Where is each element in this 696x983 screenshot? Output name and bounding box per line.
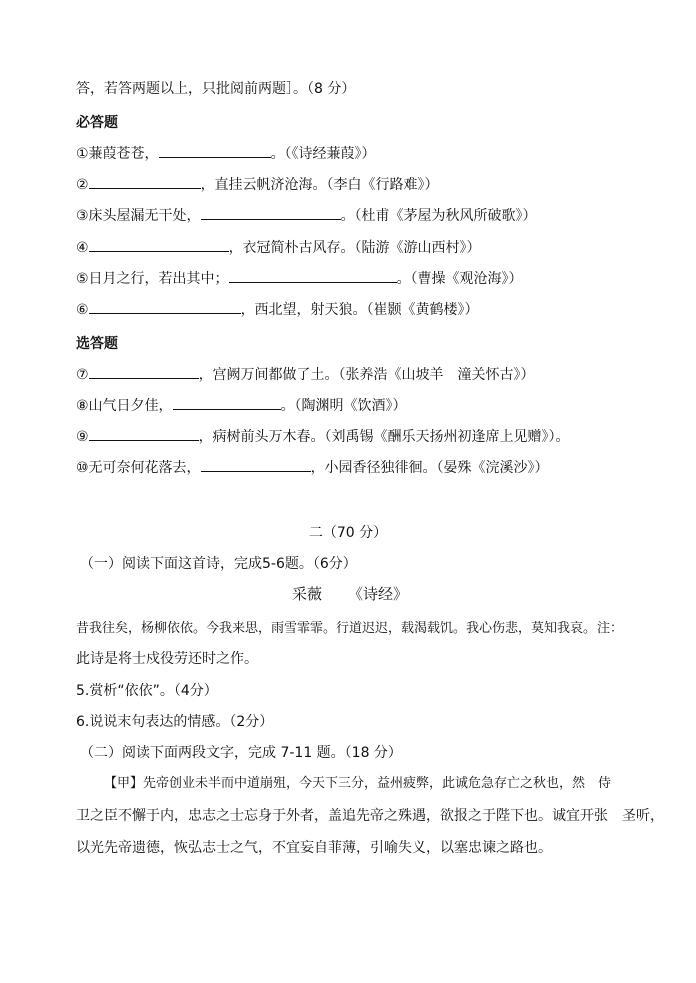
item-text-post: ，西北望，射天狼。（崔颢《黄鹤楼》） [240,302,479,318]
answer-blank[interactable] [159,145,271,158]
item-text-pre: ⑦ [76,367,89,383]
item-text-post: ，直挂云帆济沧海。（李白《行路难》） [200,177,439,193]
item-text-pre: ①蒹葭苍苍， [76,146,159,162]
part-1-instruction: （一）阅读下面这首诗，完成5-6题。（6分） [80,556,357,572]
question-5: 5.赏析“依依”。（4分） [76,683,218,699]
required-item-4 [76,239,481,257]
answer-blank[interactable] [89,239,229,252]
answer-blank[interactable] [173,397,281,410]
note-label: 注： [597,621,624,636]
item-text-pre: ⑩无可奈何花落去， [76,460,201,476]
item-text-pre: ⑨ [76,429,89,445]
item-text-pre: ⑤日月之行，若出其中； [76,271,229,287]
part-2-instruction: （二）阅读下面两段文字，完成 7-11 题。（18 分） [80,745,402,761]
optional-item-7 [76,366,535,384]
item-text-post: ，病树前头万木春。（刘禹锡《酬乐天扬州初逢席上见赠》）。 [198,429,570,445]
section-2-heading: 二（70 分） [308,525,388,541]
item-text-post: 。（杜甫《茅屋为秋风所破歌》） [340,208,537,224]
answer-blank[interactable] [89,428,199,441]
note-text: 此诗是将士戍役劳还时之作。 [76,651,258,667]
intro-line: 答，若答两题以上，只批阅前两题］。（8 分） [76,81,356,97]
answer-blank[interactable] [89,366,199,379]
answer-blank[interactable] [201,459,311,472]
required-item-5 [76,270,523,288]
poem-title: 采薇 [292,585,323,603]
optional-item-9 [76,428,570,446]
required-item-6 [76,301,479,319]
answer-blank[interactable] [89,176,201,189]
item-text-post: 。（陶渊明《饮酒》） [280,398,407,414]
answer-blank[interactable] [89,301,241,314]
item-text-post: ，小园香径独徘徊。（晏殊《浣溪沙》） [310,460,549,476]
optional-heading: 选答题 [76,336,118,352]
required-item-1 [76,145,376,163]
item-text-post: 。（曹操《观沧海》） [396,271,523,287]
item-text-pre: ⑥ [76,302,89,318]
question-6: 6.说说末句表达的情感。（2分） [76,714,274,730]
answer-blank[interactable] [201,207,341,220]
passage-line-2: 卫之臣不懈于内，忠志之士忘身于外者，盖追先帝之殊遇，欲报之于陛下也。诚宜开张 圣听， [76,808,664,824]
poem-text: 昔我往矣，杨柳依依。今我来思，雨雪霏霏。行道迟迟，载渴载饥。我心伤悲，莫知我哀。 [76,621,597,636]
passage-line-3: 以光先帝遗德，恢弘志士之气，不宜妄自菲薄，引喻失义，以塞忠谏之路也。 [76,840,552,856]
item-text-pre: ③床头屋漏无干处， [76,208,201,224]
item-text-post: 。（《诗经蒹葭》） [270,146,376,162]
poem-title-row [292,585,408,603]
item-text-pre: ② [76,177,89,193]
required-item-2 [76,176,439,194]
item-text-pre: ⑧山气日夕佳， [76,398,173,414]
item-text-pre: ④ [76,240,89,256]
item-text-post: ，衣冠简朴古风存。（陆游《游山西村》） [228,240,481,256]
passage-line-1: 【甲】先帝创业未半而中道崩殂，今天下三分，益州疲弊，此诚危急存亡之秋也，然 侍 [104,776,612,791]
required-item-3 [76,207,537,225]
required-heading: 必答题 [76,115,118,131]
poem-source: 《诗经》 [348,585,409,603]
optional-item-10 [76,459,549,477]
item-text-post: ，宫阙万间都做了土。（张养浩《山坡羊 潼关怀古》） [198,367,535,383]
answer-blank[interactable] [229,270,397,283]
optional-item-8 [76,397,407,415]
